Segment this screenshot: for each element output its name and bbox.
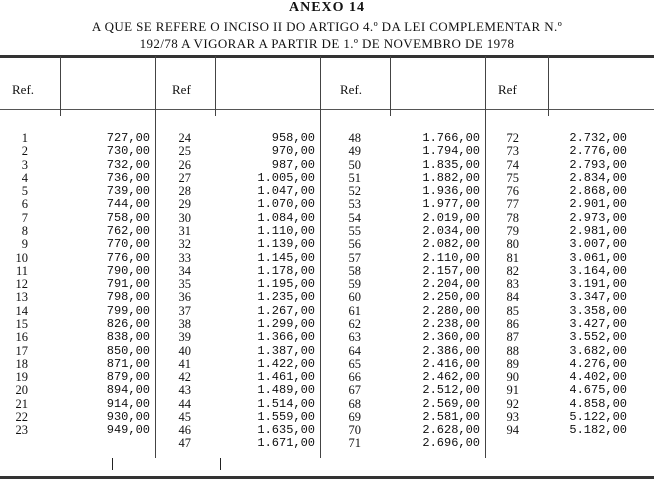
ref-cell: 82 xyxy=(506,263,519,278)
value-cell: 2.204,00 xyxy=(422,277,480,292)
ref-cell: 49 xyxy=(348,144,361,159)
value-cell: 1.005,00 xyxy=(257,170,315,185)
ref-cell: 28 xyxy=(178,184,191,199)
ref-cell: 93 xyxy=(506,409,519,424)
value-cell: 2.696,00 xyxy=(422,436,480,451)
value-cell: 914,00 xyxy=(106,396,150,411)
column-header-ref: Ref. xyxy=(340,82,363,97)
value-cell: 2.019,00 xyxy=(422,210,480,225)
value-cell: 1.178,00 xyxy=(257,263,315,278)
value-cell: 1.461,00 xyxy=(257,370,315,385)
ref-cell: 3 xyxy=(21,157,28,172)
value-cell: 2.868,00 xyxy=(569,184,627,199)
value-cell: 1.235,00 xyxy=(257,290,315,305)
ref-cell: 90 xyxy=(506,370,519,385)
value-cell: 2.973,00 xyxy=(569,210,627,225)
value-cell: 798,00 xyxy=(106,290,150,305)
ref-cell: 78 xyxy=(506,210,519,225)
value-cell: 2.157,00 xyxy=(422,263,480,278)
table-top-rule xyxy=(0,55,654,58)
ref-cell: 25 xyxy=(178,144,191,159)
value-cell: 2.581,00 xyxy=(422,409,480,424)
ref-cell: 27 xyxy=(178,170,191,185)
ref-cell: 80 xyxy=(506,237,519,252)
ref-cell: 77 xyxy=(506,197,519,212)
ref-cell: 61 xyxy=(348,303,361,318)
ref-cell: 18 xyxy=(15,356,28,371)
ref-cell: 52 xyxy=(348,184,361,199)
value-cell: 2.462,00 xyxy=(422,370,480,385)
column-header-ref: Ref. xyxy=(12,82,35,97)
value-cell: 2.110,00 xyxy=(422,250,480,265)
ref-cell: 94 xyxy=(506,423,519,438)
ref-cell: 46 xyxy=(178,423,191,438)
value-cell: 2.360,00 xyxy=(422,330,480,345)
value-cell: 2.082,00 xyxy=(422,237,480,252)
value-cell: 5.182,00 xyxy=(569,423,627,438)
ref-cell: 91 xyxy=(506,383,519,398)
ref-cell: 69 xyxy=(348,409,361,424)
ref-cell: 85 xyxy=(506,303,519,318)
value-cell: 826,00 xyxy=(106,316,150,331)
ref-cell: 7 xyxy=(21,210,28,225)
ref-cell: 55 xyxy=(348,223,361,238)
ref-cell: 83 xyxy=(506,277,519,292)
value-cell: 2.034,00 xyxy=(422,223,480,238)
ref-cell: 12 xyxy=(15,277,28,292)
value-cell: 790,00 xyxy=(106,263,150,278)
ref-cell: 35 xyxy=(178,277,191,292)
ref-cell: 9 xyxy=(21,237,28,252)
value-cell: 5.122,00 xyxy=(569,409,627,424)
column-header-ref: Ref xyxy=(172,82,191,97)
ref-cell: 38 xyxy=(178,316,191,331)
value-cell: 3.007,00 xyxy=(569,237,627,252)
ref-cell: 54 xyxy=(348,210,361,225)
tick-mark xyxy=(112,458,113,470)
value-cell: 791,00 xyxy=(106,277,150,292)
value-cell: 1.794,00 xyxy=(422,144,480,159)
ref-cell: 89 xyxy=(506,356,519,371)
value-cell: 2.628,00 xyxy=(422,423,480,438)
ref-cell: 8 xyxy=(21,223,28,238)
value-cell: 1.489,00 xyxy=(257,383,315,398)
ref-cell: 63 xyxy=(348,330,361,345)
value-cell: 930,00 xyxy=(106,409,150,424)
ref-cell: 74 xyxy=(506,157,519,172)
value-cell: 3.347,00 xyxy=(569,290,627,305)
value-cell: 1.139,00 xyxy=(257,237,315,252)
ref-cell: 31 xyxy=(178,223,191,238)
ref-cell: 73 xyxy=(506,144,519,159)
ref-cell: 16 xyxy=(15,330,28,345)
value-column-2 xyxy=(215,132,315,451)
value-cell: 871,00 xyxy=(106,356,150,371)
value-cell: 2.732,00 xyxy=(569,131,627,145)
value-cell: 2.776,00 xyxy=(569,144,627,159)
value-cell: 3.061,00 xyxy=(569,250,627,265)
ref-cell: 84 xyxy=(506,290,519,305)
value-cell: 736,00 xyxy=(106,170,150,185)
ref-cell: 70 xyxy=(348,423,361,438)
value-cell: 1.387,00 xyxy=(257,343,315,358)
value-cell: 2.793,00 xyxy=(569,157,627,172)
ref-cell: 60 xyxy=(348,290,361,305)
ref-cell: 75 xyxy=(506,170,519,185)
value-cell: 1.635,00 xyxy=(257,423,315,438)
ref-cell: 26 xyxy=(178,157,191,172)
ref-cell: 20 xyxy=(15,383,28,398)
value-column-3 xyxy=(390,132,480,451)
value-cell: 739,00 xyxy=(106,184,150,199)
ref-cell: 53 xyxy=(348,197,361,212)
ref-cell: 30 xyxy=(178,210,191,225)
value-cell: 838,00 xyxy=(106,330,150,345)
value-cell: 730,00 xyxy=(106,144,150,159)
ref-cell: 37 xyxy=(178,303,191,318)
ref-cell: 67 xyxy=(348,383,361,398)
value-cell: 770,00 xyxy=(106,237,150,252)
ref-column-4 xyxy=(485,132,519,437)
ref-column-2 xyxy=(155,132,191,451)
ref-cell: 44 xyxy=(178,396,191,411)
value-cell: 879,00 xyxy=(106,370,150,385)
ref-cell: 10 xyxy=(15,250,28,265)
ref-cell: 81 xyxy=(506,250,519,265)
value-cell: 987,00 xyxy=(271,157,315,172)
ref-cell: 13 xyxy=(15,290,28,305)
ref-cell: 15 xyxy=(15,316,28,331)
ref-cell: 42 xyxy=(178,370,191,385)
value-cell: 949,00 xyxy=(106,423,150,438)
value-cell: 3.191,00 xyxy=(569,277,627,292)
column-header-ref: Ref xyxy=(498,82,517,97)
subtitle-line-1: A QUE SE REFERE O INCISO II DO ARTIGO 4.º DA LEI COMPLEMENTAR N.º xyxy=(91,19,563,34)
value-cell: 3.427,00 xyxy=(569,316,627,331)
value-cell: 1.145,00 xyxy=(257,250,315,265)
value-cell: 1.299,00 xyxy=(257,316,315,331)
ref-cell: 68 xyxy=(348,396,361,411)
value-cell: 762,00 xyxy=(106,223,150,238)
ref-cell: 29 xyxy=(178,197,191,212)
column-divider xyxy=(215,56,216,116)
value-cell: 1.559,00 xyxy=(257,409,315,424)
value-cell: 4.858,00 xyxy=(569,396,627,411)
subtitle-line-2: 192/78 A VIGORAR A PARTIR DE 1.º DE NOVEMBRO DE 1978 xyxy=(139,36,515,51)
ref-cell: 47 xyxy=(178,436,191,451)
value-cell: 958,00 xyxy=(271,131,315,145)
value-cell: 1.084,00 xyxy=(257,210,315,225)
value-cell: 1.766,00 xyxy=(422,131,480,145)
ref-cell: 57 xyxy=(348,250,361,265)
ref-cell: 17 xyxy=(15,343,28,358)
ref-cell: 65 xyxy=(348,356,361,371)
ref-cell: 45 xyxy=(178,409,191,424)
ref-cell: 88 xyxy=(506,343,519,358)
value-cell: 2.280,00 xyxy=(422,303,480,318)
page-title: ANEXO 14 xyxy=(288,0,366,15)
ref-cell: 51 xyxy=(348,170,361,185)
ref-cell: 64 xyxy=(348,343,361,358)
ref-cell: 43 xyxy=(178,383,191,398)
value-cell: 727,00 xyxy=(106,131,150,145)
value-cell: 1.070,00 xyxy=(257,197,315,212)
value-cell: 3.682,00 xyxy=(569,343,627,358)
value-cell: 850,00 xyxy=(106,343,150,358)
ref-cell: 34 xyxy=(178,263,191,278)
ref-cell: 4 xyxy=(21,170,28,185)
ref-cell: 1 xyxy=(21,131,28,145)
ref-cell: 71 xyxy=(348,436,361,451)
value-cell: 2.569,00 xyxy=(422,396,480,411)
table-bottom-rule xyxy=(0,476,654,479)
column-divider xyxy=(390,56,391,116)
ref-cell: 14 xyxy=(15,303,28,318)
column-divider xyxy=(60,56,61,116)
ref-cell: 39 xyxy=(178,330,191,345)
value-cell: 1.671,00 xyxy=(257,436,315,451)
value-cell: 1.047,00 xyxy=(257,184,315,199)
ref-cell: 2 xyxy=(21,144,28,159)
ref-cell: 5 xyxy=(21,184,28,199)
ref-cell: 58 xyxy=(348,263,361,278)
ref-cell: 66 xyxy=(348,370,361,385)
ref-cell: 56 xyxy=(348,237,361,252)
ref-cell: 23 xyxy=(15,423,28,438)
value-cell: 2.512,00 xyxy=(422,383,480,398)
ref-cell: 22 xyxy=(15,409,28,424)
value-cell: 776,00 xyxy=(106,250,150,265)
ref-cell: 76 xyxy=(506,184,519,199)
tick-mark xyxy=(220,458,221,470)
ref-cell: 19 xyxy=(15,370,28,385)
value-cell: 1.977,00 xyxy=(422,197,480,212)
ref-cell: 72 xyxy=(506,131,519,145)
ref-cell: 62 xyxy=(348,316,361,331)
value-cell: 1.110,00 xyxy=(257,223,315,238)
value-cell: 3.552,00 xyxy=(569,330,627,345)
value-cell: 732,00 xyxy=(106,157,150,172)
value-cell: 799,00 xyxy=(106,303,150,318)
value-column-4 xyxy=(548,132,627,437)
value-cell: 1.514,00 xyxy=(257,396,315,411)
ref-cell: 59 xyxy=(348,277,361,292)
value-cell: 1.835,00 xyxy=(422,157,480,172)
ref-cell: 50 xyxy=(348,157,361,172)
value-cell: 2.250,00 xyxy=(422,290,480,305)
ref-cell: 21 xyxy=(15,396,28,411)
ref-column-3 xyxy=(320,132,361,451)
value-cell: 1.267,00 xyxy=(257,303,315,318)
value-cell: 758,00 xyxy=(106,210,150,225)
ref-cell: 24 xyxy=(178,131,191,145)
ref-cell: 11 xyxy=(15,263,28,278)
ref-cell: 6 xyxy=(21,197,28,212)
value-cell: 4.402,00 xyxy=(569,370,627,385)
value-cell: 4.675,00 xyxy=(569,383,627,398)
value-cell: 2.981,00 xyxy=(569,223,627,238)
ref-cell: 87 xyxy=(506,330,519,345)
value-cell: 744,00 xyxy=(106,197,150,212)
ref-cell: 32 xyxy=(178,237,191,252)
value-cell: 2.416,00 xyxy=(422,356,480,371)
ref-cell: 40 xyxy=(178,343,191,358)
value-cell: 1.936,00 xyxy=(422,184,480,199)
value-cell: 1.195,00 xyxy=(257,277,315,292)
ref-column-1 xyxy=(0,132,28,437)
value-cell: 3.358,00 xyxy=(569,303,627,318)
value-cell: 2.238,00 xyxy=(422,316,480,331)
column-divider xyxy=(548,56,549,116)
value-cell: 1.882,00 xyxy=(422,170,480,185)
value-cell: 970,00 xyxy=(271,144,315,159)
value-cell: 3.164,00 xyxy=(569,263,627,278)
value-cell: 4.276,00 xyxy=(569,356,627,371)
ref-cell: 33 xyxy=(178,250,191,265)
ref-cell: 79 xyxy=(506,223,519,238)
value-cell: 1.422,00 xyxy=(257,356,315,371)
value-column-1 xyxy=(60,132,150,437)
value-cell: 2.834,00 xyxy=(569,170,627,185)
ref-cell: 92 xyxy=(506,396,519,411)
value-cell: 2.386,00 xyxy=(422,343,480,358)
ref-cell: 48 xyxy=(348,131,361,145)
ref-cell: 41 xyxy=(178,356,191,371)
value-cell: 894,00 xyxy=(106,383,150,398)
ref-cell: 36 xyxy=(178,290,191,305)
value-cell: 2.901,00 xyxy=(569,197,627,212)
ref-cell: 86 xyxy=(506,316,519,331)
value-cell: 1.366,00 xyxy=(257,330,315,345)
header-rule xyxy=(0,109,654,110)
